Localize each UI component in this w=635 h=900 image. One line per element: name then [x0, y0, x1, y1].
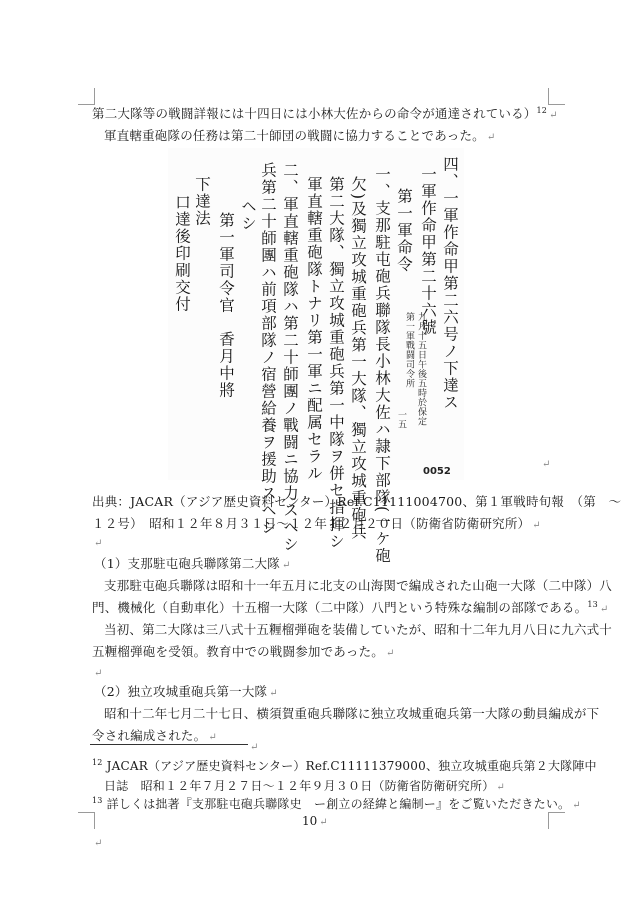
- paragraph-mark: ↵: [486, 132, 496, 143]
- footnote-ref-13[interactable]: 13: [587, 599, 598, 609]
- scan-column: 口達後印刷交付: [173, 194, 191, 313]
- section-2-para1-line2: 令され編成された。 ↵: [92, 728, 217, 743]
- scan-column: 下達法: [193, 176, 211, 227]
- crop-mark-top-right: [548, 88, 565, 105]
- footnote-text: JACAR（アジア歴史資料センター）Ref.C11111379000、独立攻城重砲兵第２大隊陣中: [106, 759, 597, 773]
- body-text: 門、機械化（自動車化）十五榴一大隊（二中隊）八門という特殊な編制の部隊である。: [92, 600, 588, 615]
- scan-tick: 一五: [396, 410, 406, 429]
- section-1-para2-line1: [104, 622, 612, 638]
- footnote-text: 日誌 昭和１２年７月２７日～１２年９月３０日（防衛省防衛研究所）: [104, 779, 495, 793]
- paragraph-mark-rule: ↵: [250, 742, 259, 753]
- section-1-para1-line2: 門、機械化（自動車化）十五榴一大隊（二中隊）八門という特殊な編制の部隊である。$^{13}$ ↵: [92, 599, 609, 615]
- scan-page-stamp: 0052: [423, 466, 451, 477]
- source-line-1: [92, 494, 621, 510]
- section-heading: （1）支那駐屯砲兵聯隊第二大隊: [94, 556, 280, 571]
- footnote-number: 13: [92, 796, 103, 805]
- footnote-ref-12[interactable]: 12: [536, 105, 548, 115]
- section-1-para1-line1: [104, 578, 612, 594]
- footnote-separator: [90, 744, 248, 745]
- section-2-heading: （2）独立攻城重砲兵第一大隊 ↵: [94, 684, 278, 699]
- blank-line: ↵: [94, 668, 103, 679]
- source-citation-2: １２号） 昭和１２年８月３１日～１２年１２月２０日（防衛省防衛研究所）: [92, 516, 531, 531]
- section-2-para1-line1: [104, 706, 599, 722]
- scan-column: 軍直轄重砲隊トナリ第一軍ニ配属セラル: [305, 176, 323, 482]
- scan-column: 第一軍司令官 香月中將: [217, 212, 235, 399]
- intro-line-1: [92, 106, 558, 124]
- scan-date-note: 第一軍戰闘司令所: [404, 312, 414, 388]
- footnote-13-line1: $^{13}$ 詳しくは拙著『支那駐屯砲兵聯隊史 ー創立の経緯と編制ー』をご覧いただきたい。 ↵: [92, 796, 581, 811]
- source-line-2: [92, 516, 541, 534]
- page-number: 10 ↵: [302, 814, 328, 828]
- body-text: 昭和十二年七月二十七日、横須賀重砲兵聯隊に独立攻城重砲兵第一大隊の動員編成が下: [104, 706, 600, 721]
- scan-column: 第一軍命令: [395, 188, 413, 273]
- scan-column: ヘシ: [239, 198, 257, 232]
- crop-mark-top-left: [78, 88, 95, 105]
- body-text: 令され編成された。: [92, 728, 207, 743]
- paragraph-mark-scan: ↵: [542, 459, 551, 470]
- crop-mark-bottom-left: [78, 812, 95, 829]
- body-text: 当初、第二大隊は三八式十五糎榴弾砲を装備していたが、昭和十二年九月八日に九六式十: [104, 622, 613, 637]
- scan-column: 二、軍直轄重砲隊ハ第二十師團ノ戰闘ニ協力スヘシ: [281, 162, 299, 553]
- section-1-heading: （1）支那駐屯砲兵聯隊第二大隊 ↵: [94, 556, 291, 571]
- section-heading: （2）独立攻城重砲兵第一大隊: [94, 684, 268, 699]
- scan-column: 第二大隊、獨立攻城重砲兵第一中隊ヲ併セ指揮シ: [327, 176, 345, 550]
- paragraph-mark: ↵: [549, 110, 558, 121]
- intro-text-2: 軍直轄重砲隊の任務は第二十師団の戦闘に協力することであった。: [104, 128, 485, 143]
- scan-date-note: 九月十五日午後五時於保定: [416, 312, 426, 426]
- scan-column: 一、支那駐屯砲兵聯隊長小林大佐ハ隷下部隊(一ケ砲: [373, 166, 391, 565]
- scan-column: 兵第二十師團ハ前項部隊ノ宿營給養ヲ援助スヘシ: [259, 162, 277, 536]
- scan-column: 四、一軍作命甲第二六号ノ下達ス: [441, 156, 459, 411]
- blank-line: ↵: [94, 838, 103, 849]
- body-text: 五糎榴弾砲を受領。教育中での戦闘参加であった。: [92, 644, 384, 659]
- body-text: 支那駐屯砲兵聯隊は昭和十一年五月に北支の山海関で編成された山砲一大隊（二中隊）八: [104, 578, 613, 593]
- footnote-text: 詳しくは拙著『支那駐屯砲兵聯隊史 ー創立の経緯と編制ー』をご覧いただきたい。: [106, 797, 571, 811]
- intro-text-1: 第二大隊等の戦闘詳報には十四日には小林大佐からの命令が通達されている）: [92, 106, 537, 121]
- paragraph-mark: ↵: [532, 520, 541, 531]
- footnote-number: 12: [92, 758, 103, 767]
- crop-mark-bottom-right: [548, 812, 565, 829]
- section-1-para2-line2: 五糎榴弾砲を受領。教育中での戦闘参加であった。 ↵: [92, 644, 395, 659]
- footnote-12-line1: [92, 758, 597, 774]
- intro-line-2: [104, 128, 495, 146]
- blank-line: ↵: [94, 538, 103, 549]
- footnote-12-line2: 日誌 昭和１２年７月２７日～１２年９月３０日（防衛省防衛研究所） ↵: [104, 779, 505, 793]
- scan-column: 欠)及獨立攻城重砲兵第一大隊、獨立攻城重砲兵: [349, 176, 367, 541]
- scan-column: 一軍作命甲第二十六號: [419, 166, 437, 336]
- source-citation-1: 出典：JACAR（アジア歴史資料センター）Ref.C11111004700、第１軍戦時旬報 （第 ～: [92, 494, 622, 509]
